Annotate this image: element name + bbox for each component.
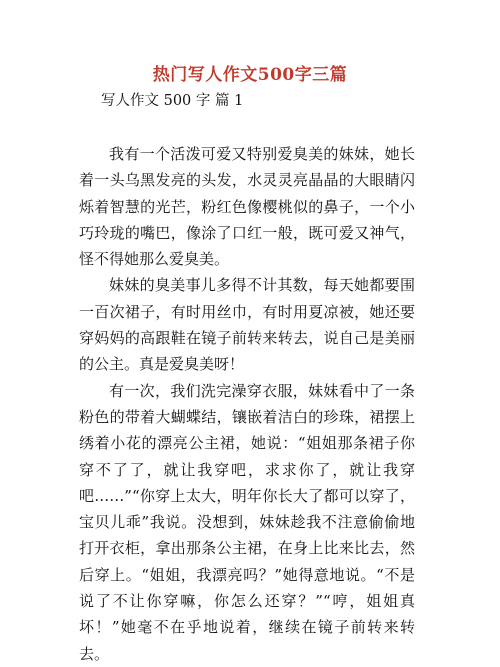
document-body xyxy=(79,141,415,667)
document-subtitle: 写人作文 500 字 篇 1 xyxy=(101,93,244,109)
paragraph: 妹妹的臭美事儿多得不计其数，每天她都要围一百次裙子，有时用丝巾，有时用夏凉被，她还要穿妈妈的高跟鞋在镜子前转来转去，说自己是美丽的公主。真是爱臭美呀！ xyxy=(79,276,415,374)
paragraph: 有一次，我们洗完澡穿衣服，妹妹看中了一条粉色的带着大蝴蝶结，镶嵌着洁白的珍珠，裙摆上绣着小花的漂亮公主裙，她说：“姐姐那条裙子你穿不了了，就让我穿吧，求求你了，就让我穿吧……”“你穿上太大，明年你长大了都可以穿了，宝贝儿乖”我说。没想到，妹妹趁我不注意偷偷地打开衣柜，拿出那条公主裙，在身上比来比去，然后穿上。“姐姐，我漂亮吗？”她得意地说。“不是说了不让你穿嘛，你怎么还穿？”“哼，姐姐真坏！”她毫不在乎地说着，继续在镜子前转来转去。 xyxy=(79,381,415,663)
paragraph: 我有一个活泼可爱又特别爱臭美的妹妹，她长着一头乌黑发亮的头发，水灵灵亮晶晶的大眼睛闪烁着智慧的光芒，粉红色像樱桃似的鼻子，一个小巧玲珑的嘴巴，像涂了口红一般，既可爱又神气，怪不得她那么爱臭美。 xyxy=(79,145,415,269)
document-title: 热门写人作文500字三篇 xyxy=(152,65,348,85)
